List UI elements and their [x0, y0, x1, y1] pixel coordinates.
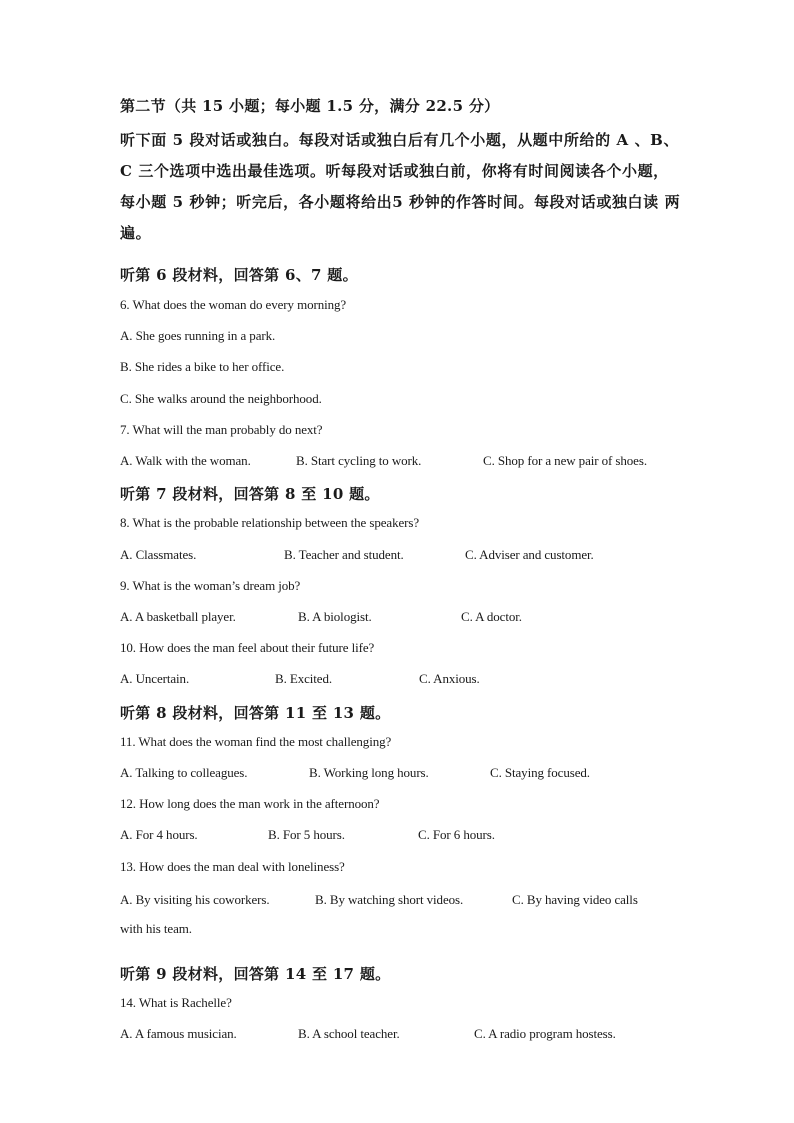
question-11-option-c: C. Staying focused. [490, 765, 590, 780]
instructions-line-1: 听下面 5 段对话或独白。每段对话或独白后有几个小题，从题中所给的 A 、B、 [120, 131, 680, 149]
question-14-option-c: C. A radio program hostess. [474, 1026, 616, 1041]
group-heading-8: 听第 8 段材料，回答第 11 至 13 题。 [120, 704, 391, 722]
question-10-option-a: A. Uncertain. [120, 671, 190, 686]
question-14-stem: 14. What is Rachelle? [120, 995, 232, 1010]
question-6-option-a: A. She goes running in a park. [120, 328, 276, 343]
question-6-option-b: B. She rides a bike to her office. [120, 359, 285, 374]
instructions-line-4: 遍。 [120, 224, 152, 242]
question-7-option-a: A. Walk with the woman. [120, 453, 251, 468]
question-12-stem: 12. How long does the man work in the afternoon? [120, 796, 380, 811]
question-11-option-b: B. Working long hours. [309, 765, 429, 780]
question-9-option-a: A. A basketball player. [120, 609, 236, 624]
question-14-option-a: A. A famous musician. [120, 1026, 237, 1041]
question-7-stem: 7. What will the man probably do next? [120, 422, 323, 437]
question-9-stem: 9. What is the woman’s dream job? [120, 578, 301, 593]
instructions-line-2: C 三个选项中选出最佳选项。听每段对话或独白前，你将有时间阅读各个小题， [120, 162, 669, 180]
question-13-option-b: B. By watching short videos. [315, 892, 464, 907]
group-heading-7: 听第 7 段材料，回答第 8 至 10 题。 [120, 485, 380, 503]
question-13-option-c-continuation: with his team. [120, 921, 192, 936]
question-12-option-c: C. For 6 hours. [418, 827, 495, 842]
instructions-line-3: 每小题 5 秒钟；听完后，各小题将给出5 秒钟的作答时间。每段对话或独白读 两 [120, 193, 681, 211]
question-9-option-b: B. A biologist. [298, 609, 372, 624]
question-7-option-c: C. Shop for a new pair of shoes. [483, 453, 647, 468]
question-10-stem: 10. How does the man feel about their future life? [120, 640, 375, 655]
question-13-option-c: C. By having video calls [512, 892, 638, 907]
question-7-option-b: B. Start cycling to work. [296, 453, 422, 468]
question-9-option-c: C. A doctor. [461, 609, 522, 624]
question-8-stem: 8. What is the probable relationship between the speakers? [120, 515, 419, 530]
question-8-option-b: B. Teacher and student. [284, 547, 404, 562]
question-10-option-c: C. Anxious. [419, 671, 480, 686]
question-13-option-a: A. By visiting his coworkers. [120, 892, 270, 907]
question-8-option-a: A. Classmates. [120, 547, 197, 562]
question-8-option-c: C. Adviser and customer. [465, 547, 594, 562]
question-11-option-a: A. Talking to colleagues. [120, 765, 248, 780]
question-6-option-c: C. She walks around the neighborhood. [120, 391, 322, 406]
question-12-option-a: A. For 4 hours. [120, 827, 198, 842]
question-12-option-b: B. For 5 hours. [268, 827, 345, 842]
group-heading-6: 听第 6 段材料，回答第 6、7 题。 [120, 266, 358, 284]
section-header: 第二节（共 15 小题；每小题 1.5 分，满分 22.5 分） [120, 97, 500, 115]
group-heading-9: 听第 9 段材料，回答第 14 至 17 题。 [120, 965, 391, 983]
question-13-stem: 13. How does the man deal with loneliness? [120, 859, 345, 874]
question-11-stem: 11. What does the woman find the most challenging? [120, 734, 392, 749]
question-6-stem: 6. What does the woman do every morning? [120, 297, 347, 312]
question-10-option-b: B. Excited. [275, 671, 333, 686]
question-14-option-b: B. A school teacher. [298, 1026, 400, 1041]
